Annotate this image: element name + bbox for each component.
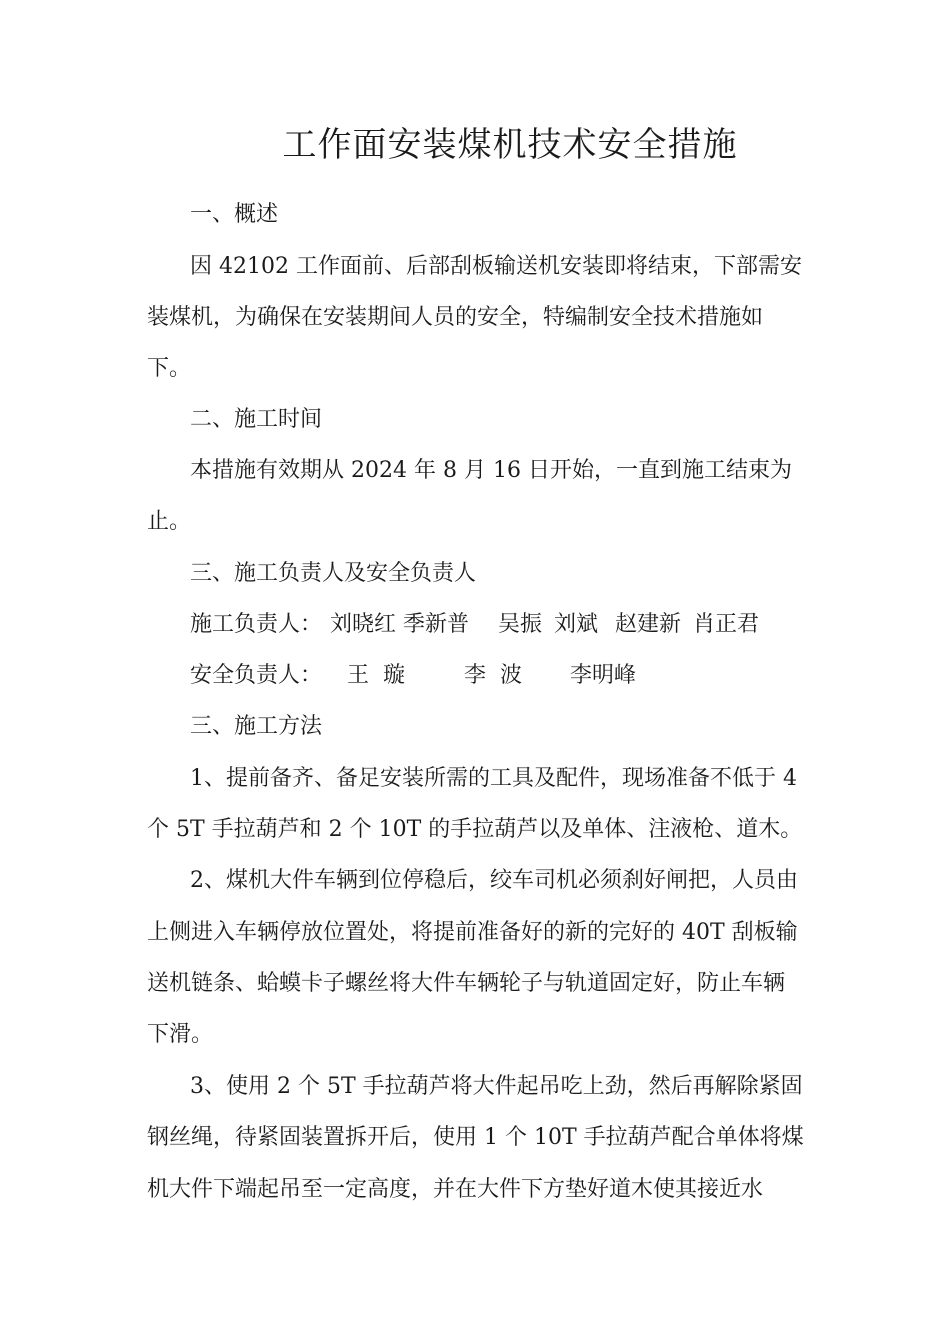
construction-lead-name: 肖正君 [693, 612, 760, 637]
construction-lead-name: 吴振 [498, 612, 543, 637]
document-title: 工作面安装煤机技术安全措施 [282, 125, 738, 165]
section-heading-method: 三、施工方法 [190, 714, 323, 739]
safety-lead-name: 李明峰 [570, 663, 637, 688]
paragraph-line: 2、煤机大件车辆到位停稳后，绞车司机必须刹好闸把，人员由 [190, 868, 798, 893]
paragraph-line: 送机链条、蛤蟆卡子螺丝将大件车辆轮子与轨道固定好，防止车辆 [147, 971, 786, 996]
construction-lead-name: 刘斌 [554, 612, 599, 637]
paragraph-line: 1、提前备齐、备足安装所需的工具及配件，现场准备不低于 4 [190, 766, 797, 791]
paragraph-line: 下。 [147, 356, 192, 381]
paragraph-line: 本措施有效期从 2024 年 8 月 16 日开始，一直到施工结束为 [190, 458, 792, 483]
paragraph-line: 机大件下端起吊至一定高度，并在大件下方垫好道木使其接近水 [147, 1177, 764, 1202]
construction-lead-name: 赵建新 [615, 612, 682, 637]
safety-lead-name: 王 璇 [347, 663, 405, 688]
paragraph-line: 装煤机，为确保在安装期间人员的安全，特编制安全技术措施如 [147, 305, 764, 330]
safety-lead-label: 安全负责人： [190, 663, 323, 688]
safety-lead-name: 李 波 [464, 663, 522, 688]
paragraph-line: 钢丝绳，待紧固装置拆开后，使用 1 个 10T 手拉葫芦配合单体将煤 [147, 1125, 804, 1150]
section-heading-time: 二、施工时间 [190, 407, 323, 432]
paragraph-line: 止。 [147, 509, 192, 534]
construction-lead-label: 施工负责人： [190, 612, 323, 637]
paragraph-line: 因 42102 工作面前、后部刮板输送机安装即将结束，下部需安 [190, 254, 802, 279]
paragraph-line: 上侧进入车辆停放位置处，将提前准备好的新的完好的 40T 刮板输 [147, 920, 798, 945]
paragraph-line: 3、使用 2 个 5T 手拉葫芦将大件起吊吃上劲，然后再解除紧固 [190, 1074, 803, 1099]
section-heading-responsible: 三、施工负责人及安全负责人 [190, 561, 477, 586]
paragraph-line: 下滑。 [147, 1022, 214, 1047]
paragraph-line: 个 5T 手拉葫芦和 2 个 10T 的手拉葫芦以及单体、注液枪、道木。 [147, 817, 803, 842]
construction-lead-name: 刘晓红 季新普 [330, 612, 469, 637]
section-heading-overview: 一、概述 [190, 202, 279, 227]
